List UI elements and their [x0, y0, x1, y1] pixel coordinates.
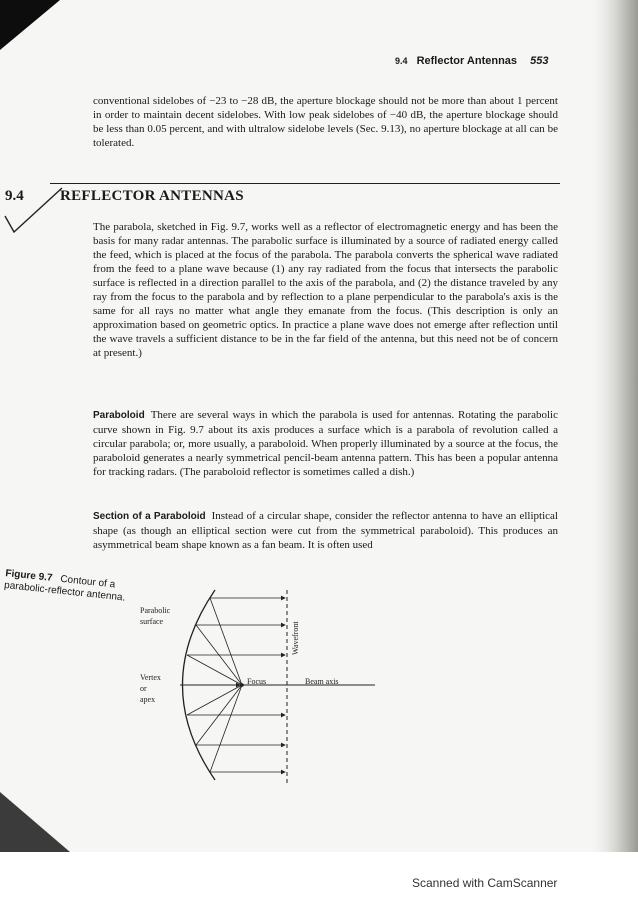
- run-in-heading: Section of a Paraboloid: [93, 511, 206, 522]
- parabolic-reflector-diagram: [130, 570, 380, 800]
- figure-caption-text: Contour of a parabolic-reflector antenna.: [3, 573, 126, 604]
- section-title: REFLECTOR ANTENNAS: [60, 188, 244, 204]
- label-wavefront: Wavefront: [291, 621, 300, 655]
- paragraph-text: Instead of a circular shape, consider the reflector antenna to have an elliptical shape (as though an elliptical section were cut from the symmetrical paraboloid). This produces an asymmetrical beam shape known as a fan beam. It is often used: [93, 510, 558, 551]
- label-surface: surface: [140, 617, 164, 626]
- paragraph-parabola: The parabola, sketched in Fig. 9.7, works well as a reflector of electromagnetic energy and has been the basis for many radar antennas. The parabolic surface is illuminated by a source of radiated energy called the feed, which is placed at the focus of the parabola. The parabola converts the spherical wave radiated from the feed to a plane wave because (1) any ray radiated from the focus that intersects the parabolic surface is reflected in a direction parallel to the axis of the parabola, and (2) the distance traveled by any ray from the focus to the parabola and by reflection to a plane perpendicular to the parabola's axis is the same for all rays no matter what angle they emanate from the focus. (This description is only an approximation based on geometric optics. In practice a plane wave does not emerge after reflection until the wave travels a sufficient distance to be in the far field of the antenna, but this need not be of concern at present.): [93, 221, 558, 359]
- label-focus: Focus: [247, 677, 267, 686]
- run-in-heading: Paraboloid: [93, 410, 145, 421]
- label-apex: apex: [140, 695, 156, 704]
- paragraph-section-of-paraboloid: [93, 509, 558, 552]
- scan-bottom-shadow: [0, 792, 70, 852]
- label-beam-axis: Beam axis: [305, 677, 339, 686]
- scan-right-edge: [588, 0, 638, 852]
- label-vertex: Vertex: [140, 673, 161, 682]
- intro-paragraph: conventional sidelobes of −23 to −28 dB, the aperture blockage should not be more than about 1 percent in order to maintain decent sidelobes. With low peak sidelobes of −40 dB, the aperture blockage should be less than 0.05 percent, and with ultralow sidelobe levels (Sec. 9.13), no aperture blockage at all can be tolerated.: [93, 95, 558, 149]
- label-or: or: [140, 684, 147, 693]
- section-number: 9.4: [5, 188, 24, 204]
- figure-number: Figure 9.7: [4, 568, 53, 584]
- label-parabolic: Parabolic: [140, 606, 171, 615]
- running-header: [395, 55, 575, 67]
- header-section-number: 9.4: [395, 56, 408, 66]
- header-title: Reflector Antennas: [416, 55, 518, 67]
- focus-point: [240, 683, 244, 687]
- section-rule: [50, 183, 560, 184]
- scan-corner-shadow: [0, 0, 60, 60]
- paragraph-paraboloid: [93, 408, 558, 479]
- paragraph-text: There are several ways in which the parabola is used for antennas. Rotating the parabolic curve shown in Fig. 9.7 about its axis produces a surface which is a parabola of revolution called a circular parabola; or, more usually, a paraboloid. When properly illuminated by a source at the focus, the paraboloid generates a nearly symmetrical pencil-beam antenna pattern. This has been a popular antenna for tracking radars. (The paraboloid reflector is sometimes called a dish.): [93, 409, 558, 478]
- page-number: 553: [530, 55, 549, 67]
- figure-caption: [3, 568, 145, 607]
- scanner-watermark: Scanned with CamScanner: [412, 876, 558, 890]
